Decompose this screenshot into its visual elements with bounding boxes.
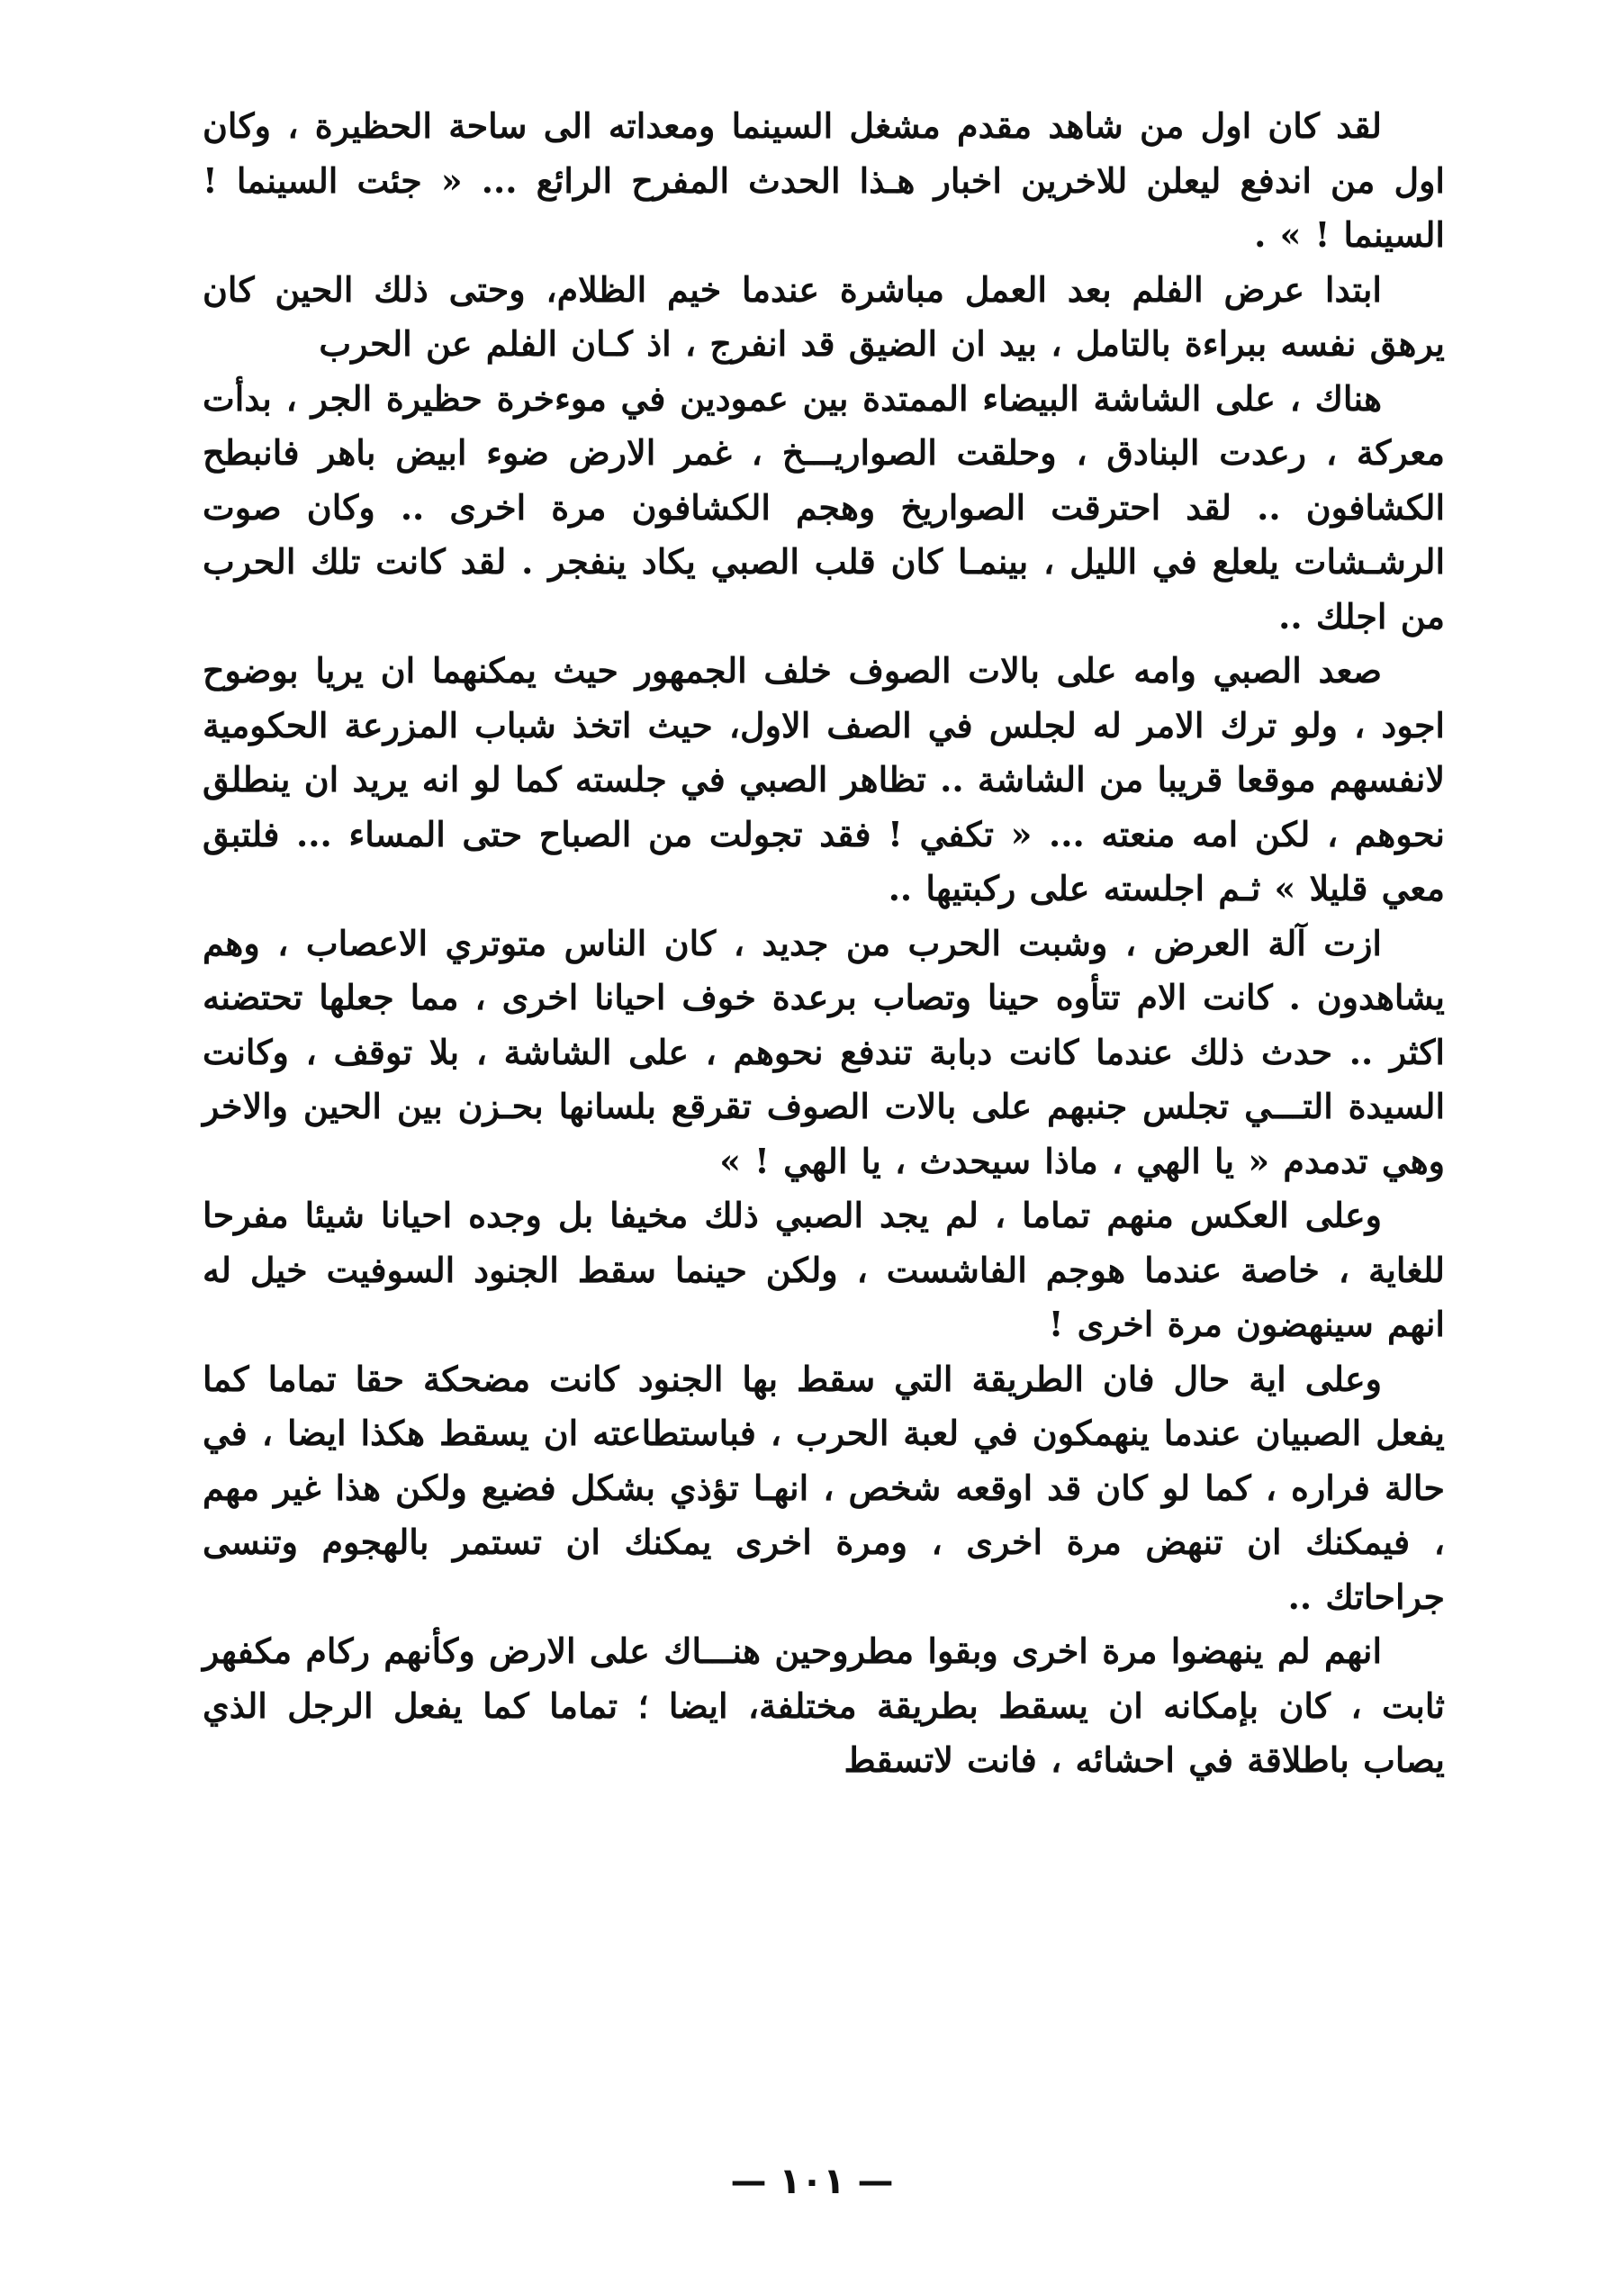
paragraph-2: ابتدا عرض الفلم بعد العمل مباشرة عندما خيم الظلام، وحتى ذلك الحين كان يرهق نفسه ببراءة بالتامل ، بيد ان الضيق قد انفرج ، اذ كـان الفلم عن الحرب	[203, 268, 1445, 364]
body-text	[203, 99, 1445, 1788]
paragraph-1: لقد كان اول من شاهد مقدم مشغل السينما ومعداته الى ساحة الحظيرة ، وكان اول من اندفع ليعلن للاخرين اخبار هـذا الحدث المفرح الرائع ... « جئت السينما ! السينما ! » .	[203, 105, 1445, 255]
page-number: — ١٠١ —	[730, 2161, 894, 2202]
paragraph-6: وعلى العكس منهم تماما ، لم يجد الصبي ذلك مخيفا بل وجده احيانا شيئا مفرحا للغاية ، خاصة عندما هوجم الفاشست ، ولكن حينما سقط الجنود السوفيت خيل له انهم سينهضون مرة اخرى !	[203, 1195, 1445, 1344]
paragraph-5: ازت آلة العرض ، وشبت الحرب من جديد ، كان الناس متوتري الاعصاب ، وهم يشاهدون . كانت الام تتأوه حينا وتصاب برعدة خوف احيانا اخرى ، مما جعلها تحتضنه اكثر .. حدث ذلك عندما كانت دبابة تندفع نحوهم ، على الشاشة ، بلا توقف ، وكانت السيدة التـــي تجلس جنبهم على بالات الصوف تقرقع بلسانها بحـزن بين الحين والاخر وهي تدمدم « يا الهي ، ماذا سيحدث ، يا الهي ! »	[203, 922, 1445, 1181]
paragraph-4: صعد الصبي وامه على بالات الصوف خلف الجمهور حيث يمكنهما ان يريا بوضوح اجود ، ولو ترك الامر له لجلس في الصف الاول، حيث اتخذ شباب المزرعة الحكومية لانفسهم موقعا قريبا من الشاشة .. تظاهر الصبي في جلسته كما لو انه يريد ان ينطلق نحوهم ، لكن امه منعته ... « تكفي ! فقد تجولت من الصباح حتى المساء ... فلتبق معي قليلا » ثـم اجلسته على ركبتيها ..	[203, 650, 1445, 908]
paragraph-8: انهم لم ينهضوا مرة اخرى وبقوا مطروحين هنـــاك على الارض وكأنهم ركام مكفهر ثابت ، كان بإمكانه ان يسقط بطريقة مختلفة، ايضا ؛ تماما كما يفعل الرجل الذي يصاب باطلاقة في احشائه ، فانت لاتسقط	[203, 1630, 1445, 1780]
paragraph-7: وعلى اية حال فان الطريقة التي سقط بها الجنود كانت مضحكة حقا تماما كما يفعل الصبيان عندما ينهمكون في لعبة الحرب ، فباستطاعته ان يسقط هكذا ايضا ، في حالة فراره ، كما لو كان قد اوقعه شخص ، انهـا تؤذي بشكل فضيع ولكن هذا غير مهم ، فيمكنك ان تنهض مرة اخرى ، ومرة اخرى يمكنك ان تستمر بالهجوم وتنسى جراحاتك ..	[203, 1358, 1445, 1617]
paragraph-3: هناك ، على الشاشة البيضاء الممتدة بين عمودين في موءخرة حظيرة الجر ، بدأت معركة ، رعدت البنادق ، وحلقت الصواريـــخ ، غمر الارض ضوء ابيض باهر فانبطح الكشافون .. لقد احترقت الصواريخ وهجم الكشافون مرة اخرى .. وكان صوت الرشـشات يلعلع في الليل ، بينمـا كان قلب الصبي يكاد ينفجر . لقد كانت تلك الحرب من اجلك ..	[203, 377, 1445, 637]
